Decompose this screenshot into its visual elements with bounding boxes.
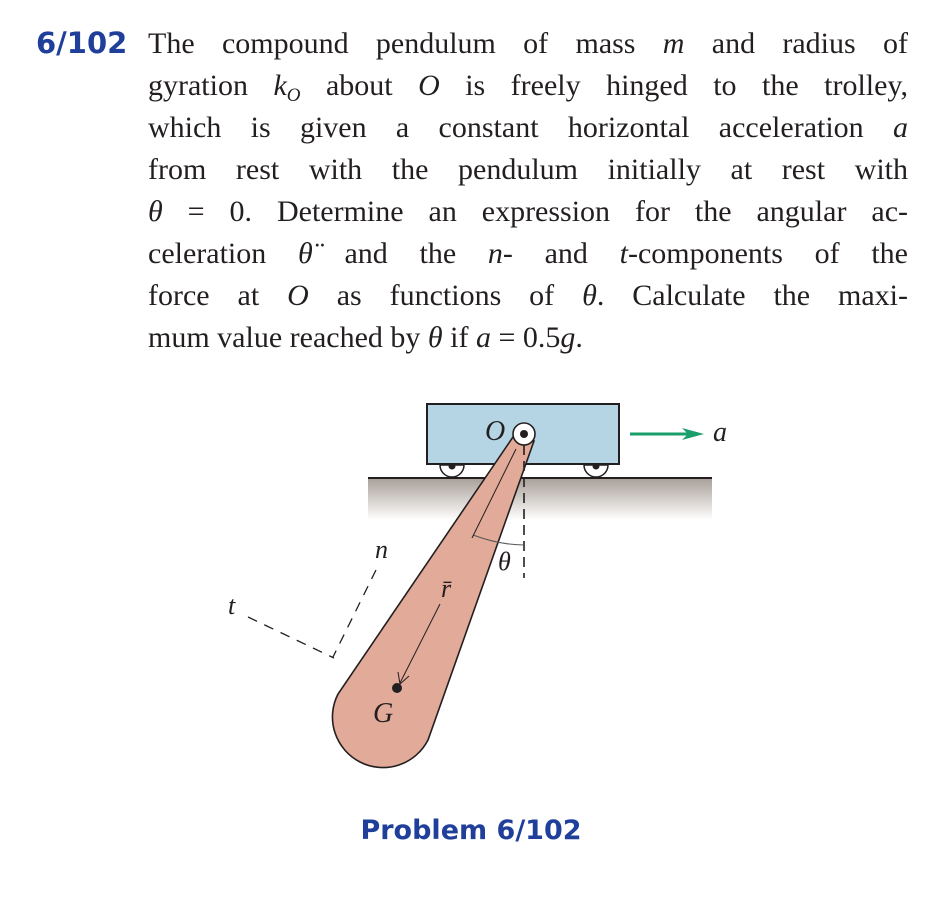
math-symbol: a	[475, 321, 491, 354]
text-segment: and the	[312, 237, 488, 270]
text-segment: = 0. Determine an expression for the angular ac-	[162, 195, 908, 228]
text-segment: = 0.5	[490, 321, 561, 354]
figure-caption: Problem 6/102	[360, 815, 582, 846]
n-axis	[333, 570, 376, 657]
text-segment: - and	[502, 237, 620, 270]
text-segment: .	[575, 321, 583, 354]
label-O: O	[485, 416, 506, 447]
label-n: n	[375, 535, 388, 564]
ground	[368, 478, 712, 520]
text-segment: gyration	[148, 69, 274, 102]
t-axis	[248, 617, 334, 658]
math-symbol: a	[893, 111, 908, 144]
text-segment: The compound pendulum of mass	[148, 27, 663, 60]
math-symbol: θ	[148, 195, 163, 228]
math-symbol: g	[560, 321, 576, 354]
text-segment: celeration	[148, 237, 298, 270]
mass-center-G	[392, 683, 402, 693]
text-segment: is freely hinged to the trolley,	[439, 69, 908, 102]
math-symbol: O	[287, 279, 309, 312]
math-symbol: n	[487, 237, 503, 270]
text-segment: about	[300, 69, 419, 102]
text-segment: -components of the	[627, 237, 908, 270]
math-symbol: t	[619, 237, 628, 270]
text-segment: which is given a constant horizontal acceleration	[148, 111, 893, 144]
text-segment: and radius of	[684, 27, 908, 60]
label-theta: θ	[498, 547, 511, 576]
text-segment: mum value reached by	[148, 321, 428, 354]
math-symbol: O	[418, 69, 440, 102]
math-symbol: θ	[582, 279, 597, 312]
math-symbol: θ̈	[297, 237, 313, 270]
pivot-O	[513, 423, 535, 445]
text-segment: as functions of	[308, 279, 583, 312]
text-segment: force at	[148, 279, 288, 312]
text-segment: from rest with the pendulum initially at rest with	[148, 153, 908, 186]
text-segment: . Calculate the maxi-	[596, 279, 909, 312]
text-segment: if	[442, 321, 476, 354]
math-symbol: θ	[427, 321, 443, 354]
label-a: a	[713, 417, 727, 448]
math-symbol: O	[286, 85, 301, 106]
problem-number: 6/102	[36, 26, 128, 60]
math-symbol: k	[273, 69, 287, 102]
label-r-bar: r̄	[441, 574, 452, 603]
label-t: t	[228, 591, 236, 620]
math-symbol: m	[662, 27, 685, 60]
label-G: G	[373, 698, 394, 729]
